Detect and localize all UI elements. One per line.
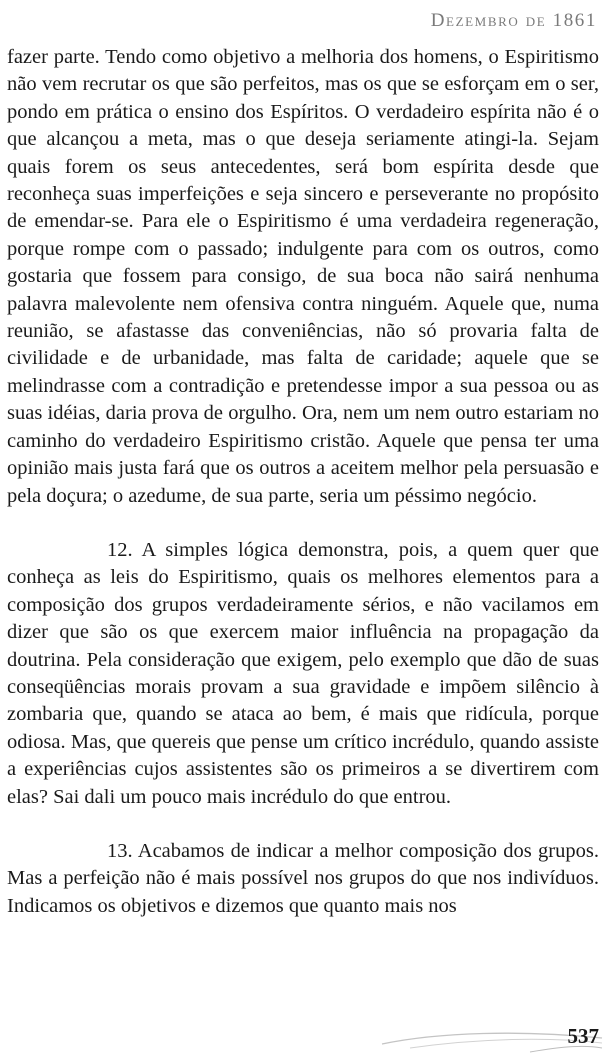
page-body (7, 44, 599, 920)
page-number: 537 (567, 1024, 599, 1048)
paragraph-continuation: fazer parte. Tendo como objetivo a melhoria dos homens, o Espiritismo não vem recrutar os que são perfeitos, mas os que se esforçam em o ser, pondo em prática o ensino dos Espíritos. O verdadeiro espírita não é o que alcançou a meta, mas o que deseja seriamente atingi-la. Sejam quais forem os seus antecedentes, será bom espírita desde que reconheça suas imperfeições e seja sincero e perseverante no propósito de emendar-se. Para ele o Espiritismo é uma verdadeira regeneração, porque rompe com o passado; indulgente para com os outros, como gostaria que fossem para consigo, de sua boca não sairá nenhuma palavra malevolente nem ofensiva contra ninguém. Aquele que, numa reunião, se afastasse das conveniências, não só provaria falta de civilidade e de urbanidade, mas falta de caridade; aquele que se melindrasse com a contradição e pretendesse impor a sua pessoa ou as suas idéias, daria prova de orgulho. Ora, nem um nem outro estariam no caminho do verdadeiro Espiritismo cristão. Aquele que pensa ter uma opinião mais justa fará que os outros a aceitem melhor pela persuasão e pela doçura; o azedume, de sua parte, seria um péssimo negócio. (7, 46, 599, 507)
paragraph-13: 13. Acabamos de indicar a melhor composição dos grupos. Mas a perfeição não é mais possível nos grupos do que nos indivíduos. Indicamos os objetivos e dizemos que quanto mais nos (7, 839, 599, 917)
paragraph-12: 12. A simples lógica demonstra, pois, a quem quer que conheça as leis do Espiritismo, quais os melhores elementos para a composição dos grupos verdadeiramente sérios, e não vacilamos em dizer que são os que exercem maior influência na propagação da doutrina. Pela consideração que exigem, pelo exemplo que dão de suas conseqüências morais provam a sua gravidade e impõem silêncio à zombaria que, quando se ataca ao bem, é mais que ridícula, porque odiosa. Mas, que quereis que pense um crítico incrédulo, quando assiste a experiências cujos assistentes são os primeiros a se divertirem com elas? Sai dali um pouco mais incrédulo do que entrou. (7, 538, 599, 808)
running-head: Dezembro de 1861 (430, 10, 597, 31)
